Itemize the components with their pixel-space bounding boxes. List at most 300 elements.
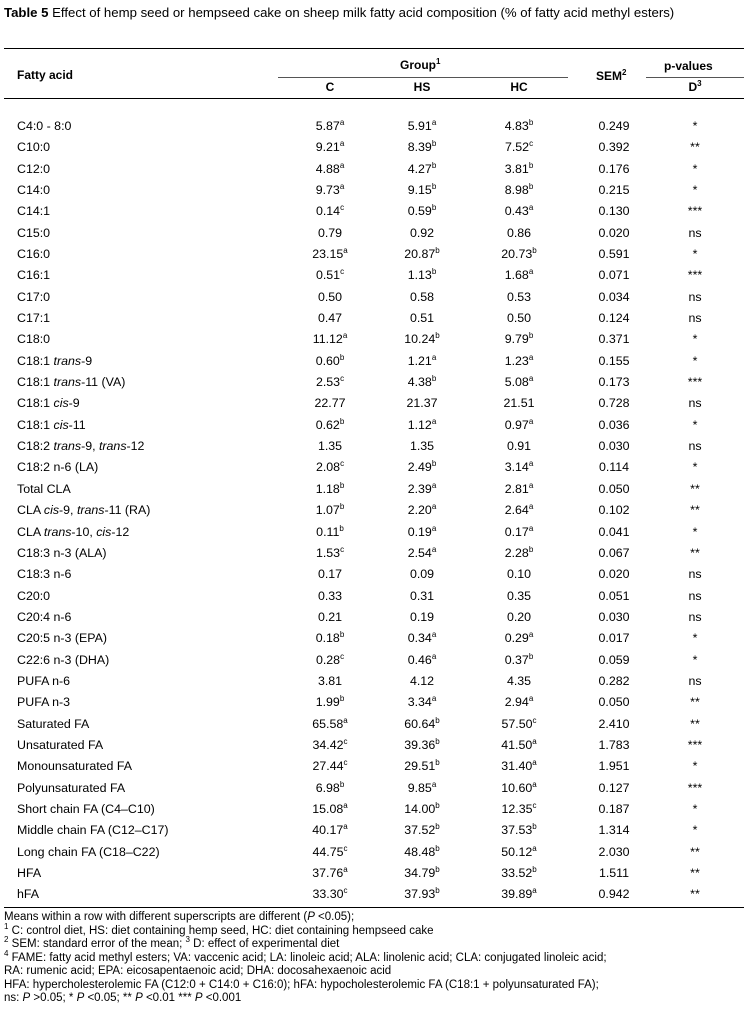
fatty-acid-label: -11 (VA)	[81, 375, 126, 390]
value-p-text: *	[692, 801, 698, 816]
header-d	[655, 80, 735, 94]
value-hc	[484, 415, 554, 436]
fn-text: <0.05; **	[84, 992, 136, 1004]
fn-text: <0.01 ***	[142, 992, 195, 1004]
value-hs-superscript: a	[431, 651, 437, 661]
fn-italic: P	[135, 992, 143, 1004]
value-c	[295, 607, 365, 628]
value-hs-superscript: b	[431, 203, 437, 213]
value-hc-value: 0.91	[506, 439, 532, 454]
value-p-text: *	[692, 332, 698, 347]
fn-sup: 2	[4, 935, 9, 945]
value-sem	[578, 287, 650, 308]
value-sem	[578, 628, 650, 649]
value-c	[295, 586, 365, 607]
value-c	[295, 671, 365, 692]
value-hc-superscript: a	[532, 779, 537, 789]
value-hc-value: 20.73	[501, 247, 533, 261]
value-p-text: *	[692, 524, 698, 539]
fatty-acid-name	[17, 201, 50, 222]
value-hc-superscript: a	[528, 352, 534, 362]
value-hc-value: 1.23	[504, 353, 529, 368]
value-hs-superscript: a	[431, 117, 437, 127]
fatty-acid-label: C4:0 - 8:0	[17, 119, 72, 133]
value-hs	[387, 543, 457, 564]
value-hc-superscript: a	[528, 459, 534, 469]
value-p-text: *	[692, 823, 698, 838]
value-c	[295, 393, 365, 414]
value-sem	[578, 223, 650, 244]
value-sem	[578, 201, 650, 222]
value-hc-value: 2.28	[504, 545, 529, 560]
value-p-text: ***	[687, 204, 703, 219]
fatty-acid-name	[17, 329, 50, 350]
value-p	[655, 863, 735, 884]
fatty-acid-name	[17, 351, 92, 372]
value-hs-superscript: b	[435, 843, 440, 853]
value-p	[655, 116, 735, 137]
value-c-value: 37.76	[312, 865, 344, 880]
value-p-text: **	[690, 865, 700, 880]
value-c	[295, 692, 365, 713]
value-sem	[578, 756, 650, 777]
value-c	[295, 650, 365, 671]
value-p	[655, 842, 735, 863]
value-hc-superscript: a	[532, 758, 537, 768]
value-hs	[387, 457, 457, 478]
value-p	[655, 372, 735, 393]
value-sem	[578, 415, 650, 436]
value-hc	[484, 500, 554, 521]
value-sem	[578, 820, 650, 841]
value-hc	[484, 756, 554, 777]
value-hc	[484, 820, 554, 841]
value-c-value: 44.75	[312, 844, 344, 859]
value-hc	[484, 180, 554, 201]
value-c-value: 0.50	[317, 289, 343, 304]
value-hs-value: 39.36	[404, 737, 436, 752]
fatty-acid-label: C14:1	[17, 204, 51, 219]
value-c-superscript: b	[339, 694, 345, 704]
fatty-acid-name	[17, 265, 50, 286]
value-c-value: 22.77	[314, 396, 346, 411]
fatty-acid-name	[17, 436, 144, 457]
fn-text: D: effect of experimental diet	[189, 938, 340, 950]
fatty-acid-name	[17, 500, 150, 521]
value-hs-value: 1.12	[407, 417, 432, 432]
value-hs-value: 0.34	[407, 631, 432, 646]
value-hc	[484, 628, 554, 649]
footnote-2-3	[4, 935, 744, 952]
value-sem-text: 0.942	[598, 887, 630, 902]
value-hc	[484, 393, 554, 414]
value-sem-text: 0.030	[598, 609, 630, 624]
value-hc	[484, 116, 554, 137]
value-hc-superscript: b	[528, 651, 534, 661]
value-sem-text: 0.041	[598, 524, 630, 539]
value-sem	[578, 842, 650, 863]
value-hs-value: 3.34	[407, 695, 432, 710]
value-sem	[578, 372, 650, 393]
value-p-text: *	[692, 247, 698, 261]
fatty-acid-label: C18:1	[17, 375, 54, 390]
value-c-value: 11.12	[312, 332, 343, 347]
fatty-acid-name	[17, 650, 109, 671]
header-d-sup: 3	[697, 79, 702, 88]
value-c-superscript: a	[339, 117, 345, 127]
value-c	[295, 628, 365, 649]
value-sem-text: 0.215	[598, 183, 630, 197]
value-c-value: 2.53	[315, 375, 341, 390]
fatty-acid-label: Long chain FA (C18–C22)	[17, 844, 160, 859]
value-hc-superscript: b	[528, 544, 534, 554]
fatty-acid-label: Total CLA	[17, 481, 71, 496]
value-hs	[387, 180, 457, 201]
value-c	[295, 756, 365, 777]
value-sem-text: 0.051	[598, 588, 630, 603]
value-c-superscript: a	[339, 139, 345, 149]
fatty-acid-label: PUFA n-6	[17, 673, 71, 688]
value-sem-text: 0.020	[598, 225, 630, 240]
header-group-sup: 1	[436, 57, 441, 66]
value-hs-value: 0.51	[409, 311, 435, 326]
value-hc-value: 39.89	[501, 887, 533, 902]
fatty-acid-italic: cis	[96, 524, 112, 539]
fn-sup: 4	[4, 948, 9, 958]
value-sem	[578, 308, 650, 329]
value-sem	[578, 329, 650, 350]
value-c-superscript: a	[343, 245, 348, 255]
value-sem-text: 0.124	[598, 311, 630, 326]
value-hs	[387, 863, 457, 884]
value-c-superscript: a	[343, 864, 348, 874]
value-p-text: *	[692, 119, 698, 133]
fatty-acid-label: C16:1	[17, 268, 51, 283]
value-c-value: 3.81	[317, 673, 343, 688]
fatty-acid-name	[17, 457, 98, 478]
value-hs	[387, 522, 457, 543]
value-hs-value: 21.37	[406, 396, 438, 411]
value-hc	[484, 884, 554, 905]
value-c-value: 5.87	[315, 119, 340, 133]
header-sem-label: SEM	[596, 69, 623, 83]
value-p-text: ns	[688, 588, 702, 603]
value-p	[655, 137, 735, 158]
value-c-value: 34.42	[312, 737, 344, 752]
footnote-5: HFA: hypercholesterolemic FA (C12:0 + C14:0 + C16:0); hFA: hypocholesterolemic FA (C18:1 + polyunsaturated FA);	[4, 978, 599, 991]
value-hc-value: 0.20	[506, 609, 532, 624]
value-hs	[387, 159, 457, 180]
value-sem-text: 0.017	[598, 631, 630, 646]
value-hs-superscript: a	[431, 779, 437, 789]
value-c-value: 6.98	[315, 780, 340, 795]
value-p	[655, 351, 735, 372]
value-sem-text: 0.127	[598, 780, 630, 795]
value-hs-value: 0.31	[409, 588, 435, 603]
value-hc-value: 21.51	[503, 396, 535, 411]
value-hc-value: 2.94	[504, 695, 529, 710]
fatty-acid-label: -9	[81, 353, 93, 368]
value-hc-superscript: a	[528, 523, 534, 533]
value-c	[295, 799, 365, 820]
value-hs-superscript: b	[435, 736, 440, 746]
value-c-superscript: c	[340, 544, 345, 554]
fatty-acid-name	[17, 137, 50, 158]
value-p	[655, 522, 735, 543]
value-c-superscript: a	[342, 331, 348, 341]
value-hs-superscript: b	[435, 886, 440, 896]
value-hc-value: 33.52	[501, 865, 533, 880]
value-hs-superscript: b	[431, 373, 437, 383]
value-hs-value: 1.35	[409, 439, 435, 454]
value-hc	[484, 607, 554, 628]
value-hs	[387, 799, 457, 820]
value-sem	[578, 137, 650, 158]
value-hc	[484, 479, 554, 500]
value-hc-value: 12.35	[501, 801, 533, 816]
value-c-value: 65.58	[312, 716, 344, 731]
value-hc-superscript: c	[529, 139, 534, 149]
value-hc-superscript: b	[528, 181, 534, 191]
fatty-acid-name	[17, 116, 71, 137]
value-p-text: *	[692, 183, 698, 197]
value-c-value: 0.18	[315, 631, 340, 646]
fatty-acid-label: C22:6 n-3 (DHA)	[17, 652, 110, 667]
value-c	[295, 863, 365, 884]
value-hc-superscript: b	[532, 245, 537, 255]
value-hc	[484, 159, 554, 180]
fatty-acid-name	[17, 756, 132, 777]
value-sem-text: 0.102	[598, 503, 630, 518]
value-sem-text: 1.951	[598, 759, 630, 774]
value-hs-superscript: b	[431, 181, 437, 191]
value-c-superscript: c	[340, 373, 345, 383]
fatty-acid-label: Unsaturated FA	[17, 737, 104, 752]
value-p-text: ns	[688, 225, 702, 240]
value-c	[295, 820, 365, 841]
value-p-text: ***	[687, 780, 703, 795]
value-p	[655, 436, 735, 457]
value-hc	[484, 735, 554, 756]
value-p	[655, 586, 735, 607]
value-c-value: 4.88	[315, 161, 340, 176]
header-c: C	[325, 80, 335, 94]
value-hc-superscript: a	[528, 501, 534, 511]
value-hc-superscript: c	[532, 800, 537, 810]
table-caption	[4, 5, 744, 21]
value-sem-text: 0.034	[598, 289, 630, 304]
fatty-acid-label: C20:0	[17, 588, 51, 603]
value-p	[655, 820, 735, 841]
value-hc-superscript: c	[532, 715, 537, 725]
value-sem	[578, 500, 650, 521]
fn-text: <0.001	[202, 992, 242, 1004]
value-c-superscript: b	[339, 523, 344, 533]
value-sem	[578, 671, 650, 692]
value-p	[655, 265, 735, 286]
fatty-acid-label: C18:0	[17, 332, 51, 347]
value-hs-superscript: b	[435, 245, 440, 255]
value-p-text: **	[690, 716, 700, 731]
value-hc	[484, 842, 554, 863]
value-hs	[387, 415, 457, 436]
value-hs-value: 14.00	[404, 801, 436, 816]
header-hs: HS	[413, 80, 431, 94]
value-sem-text: 1.783	[598, 737, 630, 752]
value-c	[295, 778, 365, 799]
value-hs	[387, 692, 457, 713]
fatty-acid-label: C20:4 n-6	[17, 609, 72, 624]
value-hs-value: 0.19	[407, 524, 432, 539]
fatty-acid-name	[17, 692, 70, 713]
value-sem-text: 0.728	[598, 396, 630, 411]
fatty-acid-label: -12	[126, 439, 145, 454]
value-hc	[484, 650, 554, 671]
value-c	[295, 223, 365, 244]
value-hs	[387, 778, 457, 799]
value-hs-superscript: a	[431, 352, 437, 362]
value-hc-value: 1.68	[504, 268, 529, 283]
fatty-acid-italic: cis	[43, 503, 60, 518]
fatty-acid-label: C15:0	[17, 225, 51, 240]
value-hs	[387, 586, 457, 607]
value-c-value: 15.08	[312, 801, 344, 816]
fatty-acid-label: C20:5 n-3 (EPA)	[17, 631, 107, 646]
value-p	[655, 223, 735, 244]
value-c-superscript: c	[343, 736, 348, 746]
value-sem	[578, 714, 650, 735]
value-hc-superscript: a	[528, 694, 534, 704]
value-hc-superscript: a	[532, 843, 537, 853]
value-hs	[387, 735, 457, 756]
value-hc	[484, 863, 554, 884]
value-hc-superscript: a	[528, 630, 534, 640]
header-d-label: D	[688, 80, 698, 94]
value-c	[295, 308, 365, 329]
value-c-value: 33.30	[312, 887, 344, 902]
value-hs-superscript: b	[435, 800, 440, 810]
fatty-acid-label: -10,	[71, 524, 97, 539]
fatty-acid-name	[17, 842, 160, 863]
value-c	[295, 500, 365, 521]
value-p-text: ns	[688, 396, 702, 411]
value-hs	[387, 500, 457, 521]
fatty-acid-label: C18:2	[17, 439, 54, 454]
value-hs	[387, 329, 457, 350]
fatty-acid-label: C17:1	[17, 311, 51, 326]
value-hs-value: 0.09	[409, 567, 435, 582]
value-c-superscript: c	[340, 267, 345, 277]
value-hc	[484, 137, 554, 158]
value-p-text: ns	[688, 311, 702, 326]
fatty-acid-name	[17, 628, 107, 649]
footnote-means	[4, 911, 744, 925]
value-hs	[387, 842, 457, 863]
value-hc-superscript: a	[528, 267, 534, 277]
fatty-acid-label: C18:1	[17, 353, 54, 368]
value-p	[655, 180, 735, 201]
value-c	[295, 457, 365, 478]
fn-italic: P	[22, 992, 31, 1004]
value-hs-value: 5.91	[407, 119, 432, 133]
value-c	[295, 522, 365, 543]
fatty-acid-label: CLA	[17, 524, 44, 539]
fatty-acid-italic: trans	[76, 503, 105, 518]
value-hc	[484, 564, 554, 585]
value-hs-superscript: b	[435, 758, 440, 768]
value-hc-superscript: a	[528, 416, 534, 426]
value-p	[655, 479, 735, 500]
pvalue-rule	[646, 77, 744, 78]
table-title: Effect of hemp seed or hempseed cake on sheep milk fatty acid composition (% of fatty acid methyl esters)	[48, 5, 675, 20]
value-p-text: **	[690, 140, 700, 155]
value-hc-value: 0.35	[506, 588, 532, 603]
fatty-acid-label: Middle chain FA (C12–C17)	[17, 823, 169, 838]
value-p-text: ns	[688, 673, 702, 688]
value-c	[295, 137, 365, 158]
fatty-acid-label: C10:0	[17, 140, 51, 155]
fatty-acid-label: -9,	[81, 439, 99, 454]
value-hc	[484, 436, 554, 457]
fatty-acid-name	[17, 223, 50, 244]
value-hc	[484, 329, 554, 350]
fatty-acid-name	[17, 735, 103, 756]
value-hs-superscript: b	[431, 267, 437, 277]
value-hc-value: 2.64	[504, 503, 529, 518]
value-hs	[387, 756, 457, 777]
value-hc-value: 0.50	[506, 311, 532, 326]
value-hs	[387, 820, 457, 841]
fn-sup: 1	[4, 921, 9, 931]
value-hs-value: 4.27	[407, 161, 432, 176]
value-c-value: 1.07	[315, 503, 340, 518]
value-p-text: *	[692, 353, 698, 368]
value-hs-superscript: b	[435, 822, 440, 832]
value-p-text: *	[692, 759, 698, 774]
fatty-acid-label: C18:3 n-6	[17, 567, 72, 582]
value-hc-value: 10.60	[501, 780, 533, 795]
value-hs-value: 0.58	[409, 289, 435, 304]
value-sem	[578, 607, 650, 628]
value-hs	[387, 650, 457, 671]
value-p-text: *	[692, 161, 698, 176]
value-hc-value: 0.43	[504, 204, 529, 219]
value-c-value: 0.62	[315, 417, 340, 432]
value-hs-superscript: b	[435, 331, 440, 341]
value-hs-value: 0.46	[407, 652, 432, 667]
header-hc: HC	[510, 80, 528, 94]
fn-text: C: control diet, HS: diet containing hemp seed, HC: diet containing hempseed cake	[8, 924, 434, 937]
value-hs-value: 4.38	[407, 375, 432, 390]
value-hs-superscript: a	[431, 630, 437, 640]
fatty-acid-name	[17, 180, 50, 201]
value-hc-value: 8.98	[504, 183, 529, 197]
value-hc-value: 0.10	[506, 567, 532, 582]
value-hs-value: 2.54	[407, 545, 432, 560]
value-sem	[578, 436, 650, 457]
value-hc-value: 0.17	[504, 524, 529, 539]
footnote-4	[4, 948, 744, 966]
value-c-superscript: a	[339, 160, 345, 170]
value-sem-text: 0.030	[598, 439, 630, 454]
value-hc	[484, 778, 554, 799]
value-c	[295, 329, 365, 350]
value-hs-superscript: a	[431, 694, 437, 704]
value-c-value: 0.11	[316, 524, 340, 539]
value-c-value: 1.18	[315, 481, 340, 496]
value-c	[295, 265, 365, 286]
value-hs-superscript: b	[431, 139, 437, 149]
